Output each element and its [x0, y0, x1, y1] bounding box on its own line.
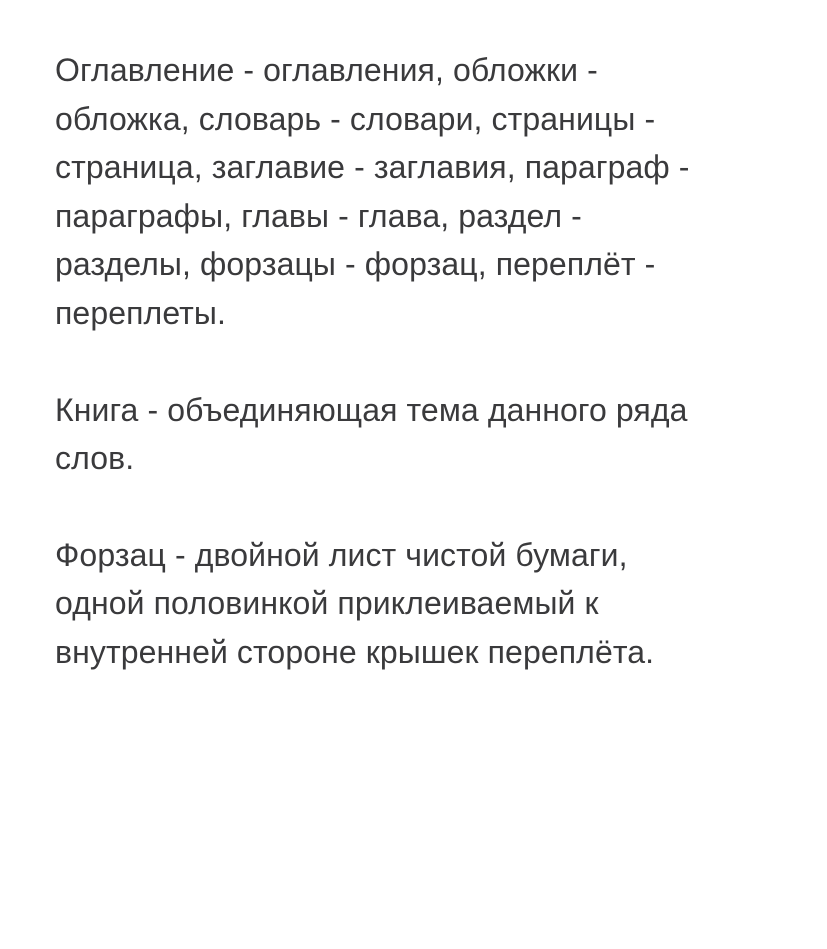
paragraph-gap: [55, 338, 775, 386]
text-line: Книга - объединяющая тема данного ряда: [55, 391, 688, 428]
text-line: страница, заглавие - заглавия, параграф -: [55, 149, 690, 186]
word-pairs-paragraph: [55, 46, 775, 338]
text-line: внутренней стороне крышек переплёта.: [55, 633, 655, 670]
text-line: одной половинкой приклеиваемый к: [55, 585, 599, 622]
text-line: Оглавление - оглавления, обложки -: [55, 52, 598, 88]
paragraph-gap: [55, 483, 775, 531]
text-line: переплеты.: [55, 294, 226, 331]
text-line: разделы, форзацы - форзац, переплёт -: [55, 246, 656, 283]
text-line: слов.: [55, 440, 135, 477]
text-line: обложка, словарь - словари, страницы -: [55, 100, 656, 137]
theme-paragraph: [55, 386, 775, 483]
text-line: Форзац - двойной лист чистой бумаги,: [55, 536, 628, 573]
note-body: [55, 46, 775, 677]
text-line: параграфы, главы - глава, раздел -: [55, 197, 582, 234]
definition-paragraph: [55, 531, 775, 677]
